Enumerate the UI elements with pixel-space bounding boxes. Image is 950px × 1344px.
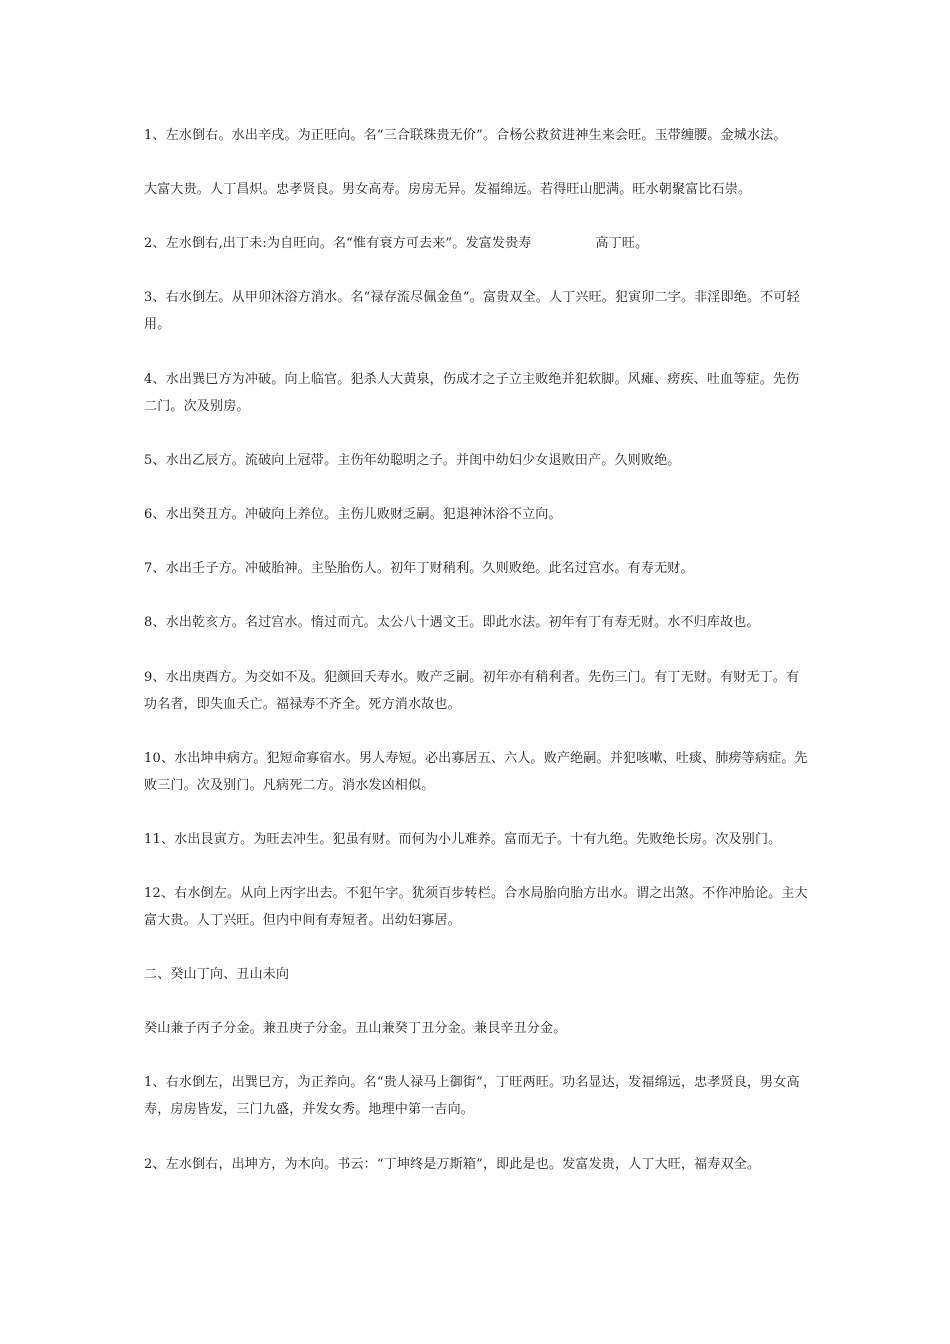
paragraph-item-3: 3、右水倒左。从甲卯沐浴方消水。名“禄存流尽佩金鱼”。富贵双全。人丁兴旺。犯寅卯二字。非淫即绝。不可轻用。: [144, 290, 800, 332]
paragraph-item-5: 5、水出乙辰方。流破向上冠带。主伤年幼聪明之子。并闺中幼妇少女退败田产。久则败绝。: [144, 453, 681, 468]
paragraph-section2-item-2: 2、左水倒右，出坤方，为木向。书云：“丁坤终是万斯箱”，即此是也。发富发贵，人丁大旺，福寿双全。: [144, 1157, 761, 1172]
paragraph-item-10: 10、水出坤申病方。犯短命寡宿水。男人寿短。必出寡居五、六人。败产绝嗣。并犯咳嗽、吐痰、肺痨等病症。先败三门。次及别门。凡病死二方。消水发凶相似。: [144, 751, 808, 793]
paragraph-section2-item-1: 1、右水倒左，出巽巳方，为正养向。名“贵人禄马上御街”，丁旺两旺。功名显达，发福绵远，忠孝贤良，男女高寿，房房皆发，三门九盛，并发女秀。地理中第一吉向。: [144, 1075, 800, 1117]
paragraph-item-6: 6、水出癸丑方。冲破向上养位。主伤儿败财乏嗣。犯退神沐浴不立向。: [144, 507, 562, 522]
item-2-text-after: 高丁旺。: [595, 236, 649, 251]
paragraph-item-7: 7、水出壬子方。冲破胎神。主坠胎伤人。初年丁财稍利。久则败绝。此名过宫水。有寿无财。: [144, 561, 694, 576]
paragraph-item-9: 9、水出庚酉方。为交如不及。犯颜回夭寿水。败产乏嗣。初年亦有稍利者。先伤三门。有丁无财。有财无丁。有功名者，即失血夭亡。福禄寿不齐全。死方消水故也。: [144, 670, 800, 712]
paragraph-item-1-line-1: 1、左水倒右。水出辛戌。为正旺向。名“三合联珠贵无价”。合杨公救贫进神生来会旺。玉带缠腰。金城水法。: [144, 128, 787, 143]
paragraph-item-8: 8、水出乾亥方。名过宫水。惰过而亢。太公八十遇文王。即此水法。初年有丁有寿无财。水不归库故也。: [144, 615, 760, 630]
section-heading: 二、癸山丁向、丑山未向: [144, 967, 290, 982]
paragraph-item-2: [144, 230, 808, 257]
item-2-text-before: 2、左水倒右,出丁未:为自旺向。名“惟有衰方可去来”。发富发贵寿: [144, 236, 532, 251]
paragraph-fenjin: 癸山兼子丙子分金。兼丑庚子分金。丑山兼癸丁丑分金。兼艮辛丑分金。: [144, 1021, 567, 1036]
paragraph-item-1-line-2: 大富大贵。人丁昌炽。忠孝贤良。男女高寿。房房无异。发福绵远。若得旺山肥满。旺水朝聚富比石崇。: [144, 182, 752, 197]
paragraph-item-11: 11、水出艮寅方。为旺去冲生。犯虽有财。而何为小儿难养。富而无子。十有九绝。先败绝长房。次及别门。: [144, 832, 782, 847]
paragraph-item-12: 12、右水倒左。从向上丙字出去。不犯午字。犹须百步转栏。合水局胎向胎方出水。谓之出煞。不作冲胎论。主大富大贵。人丁兴旺。但内中间有寿短者。出幼妇寡居。: [144, 886, 808, 928]
paragraph-item-4: 4、水出巽巳方为冲破。向上临官。犯杀人大黄泉，伤成才之子立主败绝并犯软脚。风瘫、痨疾、吐血等症。先伤二门。次及别房。: [144, 372, 800, 414]
